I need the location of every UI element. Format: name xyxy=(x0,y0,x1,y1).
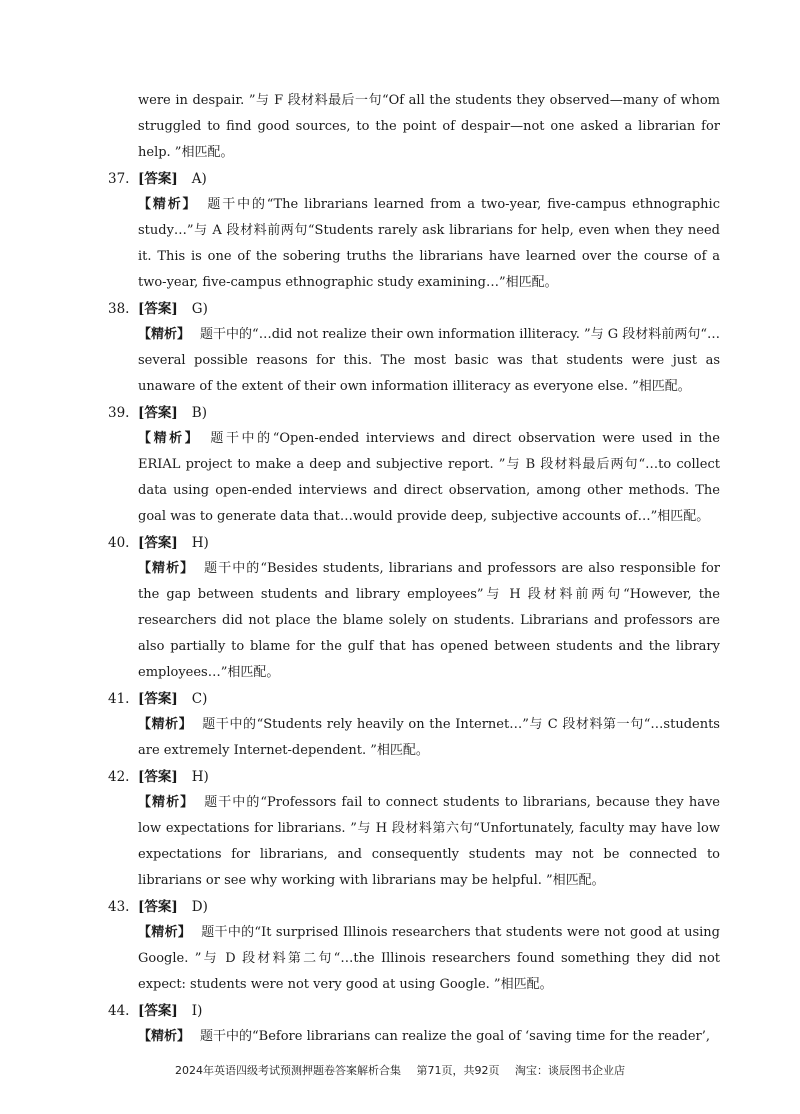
footer-book-title: 2024年英语四级考试预测押题卷答案解析合集 xyxy=(175,1064,401,1077)
footer-shop: 淘宝：谈辰图书企业店 xyxy=(515,1064,625,1077)
answer-value: B) xyxy=(191,405,207,421)
analysis-text: 题干中的“Professors fail to connect students to librarians, because they have low expectations for librarians. ”与 H 段材料第六句“Unfortunately, faculty may have low expectations for librarians, and consequently students may not be connected to librarians or see why working with librarians may be helpful. ”相匹配。 xyxy=(138,795,720,888)
answer-value: A) xyxy=(191,171,207,187)
continued-analysis-text: were in despair. ”与 F 段材料最后一句“Of all the students they observed—many of whom struggled to find good sources, to the point of despair—not one asked a librarian for help. ”相匹配。 xyxy=(138,93,720,160)
answer-entry xyxy=(108,530,720,686)
analysis-label: 【精析】 xyxy=(138,431,201,446)
analysis-text: 题干中的“…did not realize their own information illiteracy. ”与 G 段材料前两句“…several possible reasons for this. The most basic was that students were just as unaware of the extent of their own information illiteracy as everyone else. ”相匹配。 xyxy=(138,327,720,394)
analysis-label: 【精析】 xyxy=(138,717,193,732)
answer-entry xyxy=(108,998,720,1050)
analysis-paragraph xyxy=(108,1024,720,1050)
answer-line xyxy=(108,686,720,712)
answer-label: [答案] xyxy=(138,535,178,551)
question-number: 41. xyxy=(108,691,130,707)
answer-line xyxy=(108,764,720,790)
answer-entry xyxy=(108,296,720,400)
answer-label: [答案] xyxy=(138,1003,178,1019)
question-number: 43. xyxy=(108,899,130,915)
answer-label: [答案] xyxy=(138,301,178,317)
answer-label: [答案] xyxy=(138,691,178,707)
answer-label: [答案] xyxy=(138,171,178,187)
answer-line xyxy=(108,166,720,192)
analysis-paragraph xyxy=(108,790,720,894)
answer-line xyxy=(108,998,720,1024)
answer-value: C) xyxy=(191,691,208,707)
document-body xyxy=(108,88,720,1050)
analysis-paragraph xyxy=(108,322,720,400)
answer-label: [答案] xyxy=(138,405,178,421)
analysis-text: 题干中的“Besides students, librarians and professors are also responsible for the gap between students and library employees”与 H 段材料前两句“However, the researchers did not place the blame solely on students. Librarians and professors are also partially to blame for the gulf that has opened between students and the library employees…”相匹配。 xyxy=(138,561,720,680)
answer-entry xyxy=(108,166,720,296)
analysis-label: 【精析】 xyxy=(138,197,198,212)
analysis-paragraph xyxy=(108,712,720,764)
answer-entry xyxy=(108,894,720,998)
analysis-label: 【精析】 xyxy=(138,795,195,810)
answer-label: [答案] xyxy=(138,769,178,785)
analysis-text: 题干中的“It surprised Illinois researchers that students were not good at using Google. ”与 D 段材料第二句“…the Illinois researchers found something they did not expect: students were not very good at using Google. ”相匹配。 xyxy=(138,925,720,992)
analysis-text: 题干中的“Students rely heavily on the Internet…”与 C 段材料第一句“…students are extremely Internet-dependent. ”相匹配。 xyxy=(138,717,720,758)
question-number: 38. xyxy=(108,301,130,317)
analysis-label: 【精析】 xyxy=(138,1029,191,1044)
question-number: 44. xyxy=(108,1003,130,1019)
analysis-paragraph xyxy=(108,192,720,296)
analysis-paragraph xyxy=(108,426,720,530)
question-number: 37. xyxy=(108,171,130,187)
answer-value: G) xyxy=(191,301,208,317)
answer-line xyxy=(108,530,720,556)
analysis-text: 题干中的“Open-ended interviews and direct observation were used in the ERIAL project to make a deep and subjective report. ”与 B 段材料最后两句“…to collect data using open-ended interviews and direct observation, among other methods. The goal was to generate data that…would provide deep, subjective accounts of…”相匹配。 xyxy=(138,431,720,524)
answer-value: I) xyxy=(191,1003,203,1019)
answer-value: H) xyxy=(191,769,209,785)
analysis-paragraph xyxy=(108,556,720,686)
question-number: 39. xyxy=(108,405,130,421)
question-number: 40. xyxy=(108,535,130,551)
answer-value: H) xyxy=(191,535,209,551)
analysis-label: 【精析】 xyxy=(138,561,195,576)
answer-entry xyxy=(108,400,720,530)
answer-line xyxy=(108,894,720,920)
answer-entry xyxy=(108,686,720,764)
analysis-label: 【精析】 xyxy=(138,925,192,940)
answer-label: [答案] xyxy=(138,899,178,915)
footer-page-number: 第71页，共92页 xyxy=(416,1064,500,1077)
page-footer xyxy=(0,1062,800,1078)
analysis-text: 题干中的“Before librarians can realize the goal of ‘saving time for the reader’, xyxy=(200,1029,711,1044)
analysis-text: 题干中的“The librarians learned from a two-year, five-campus ethnographic study…”与 A 段材料前两句“Students rarely ask librarians for help, even when they need it. This is one of the sobering truths the librarians have learned over the course of a two-year, five-campus ethnographic study examining…”相匹配。 xyxy=(138,197,720,290)
answer-list xyxy=(108,166,720,1050)
question-number: 42. xyxy=(108,769,130,785)
answer-line xyxy=(108,400,720,426)
analysis-label: 【精析】 xyxy=(138,327,191,342)
answer-line xyxy=(108,296,720,322)
answer-value: D) xyxy=(191,899,208,915)
analysis-paragraph xyxy=(108,920,720,998)
answer-entry xyxy=(108,764,720,894)
